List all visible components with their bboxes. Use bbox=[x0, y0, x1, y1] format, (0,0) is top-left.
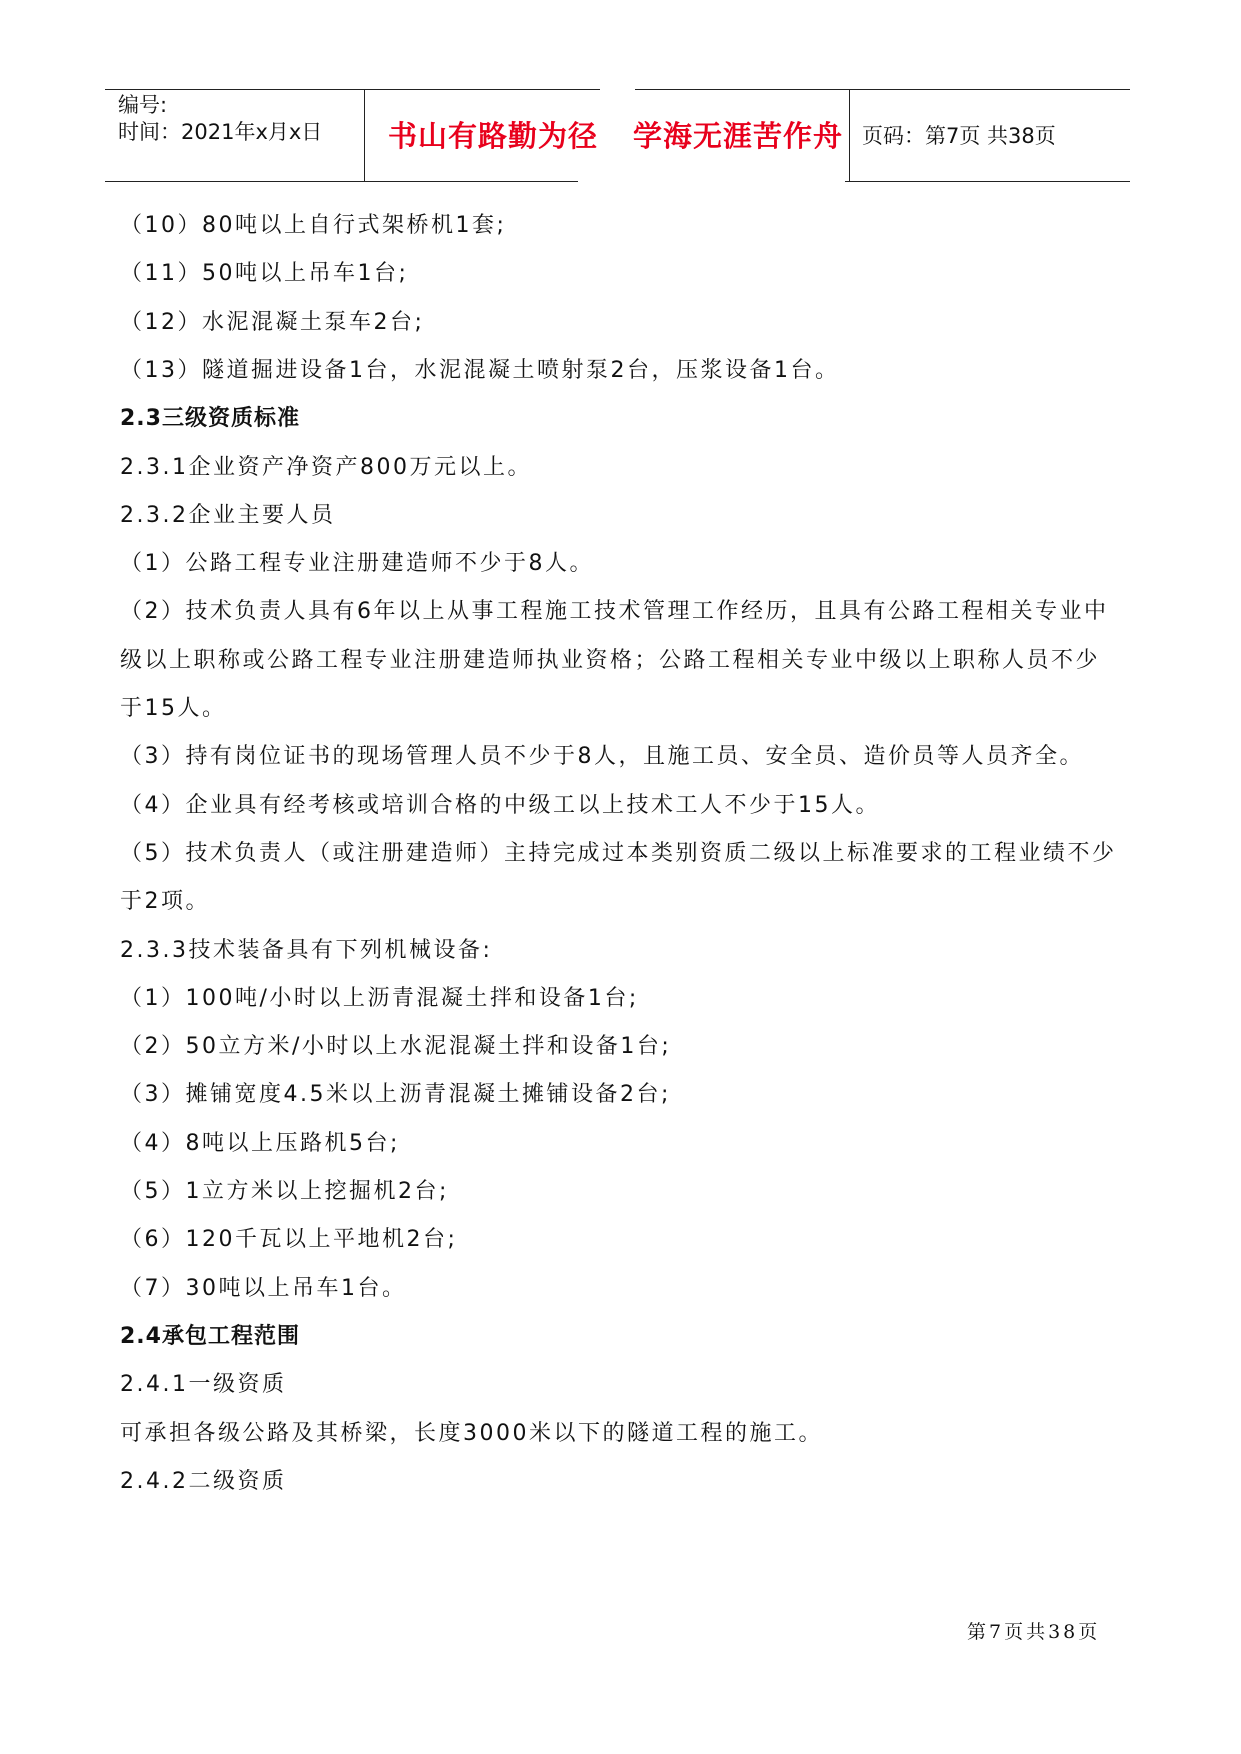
header-page-code: 页码：第7页 共38页 bbox=[862, 124, 1056, 148]
header-top-rule-left bbox=[105, 89, 600, 90]
body-line: 级以上职称或公路工程专业注册建造师执业资格；公路工程相关专业中级以上职称人员不少 bbox=[120, 648, 1101, 673]
header-top-rule-right bbox=[635, 89, 1130, 90]
document-time-label: 时间：2021年x月x日 bbox=[118, 120, 323, 144]
body-line: （12）水泥混凝土泵车2台; bbox=[120, 310, 425, 335]
body-line: （2）技术负责人具有6年以上从事工程施工技术管理工作经历，且具有公路工程相关专业中 bbox=[120, 599, 1109, 624]
body-line: （3）摊铺宽度4.5米以上沥青混凝土摊铺设备2台; bbox=[120, 1082, 671, 1107]
body-line: （5）1立方米以上挖掘机2台; bbox=[120, 1179, 449, 1204]
header-bottom-rule-left bbox=[105, 181, 578, 182]
body-line: （4）企业具有经考核或培训合格的中级工以上技术工人不少于15人。 bbox=[120, 793, 880, 818]
body-line: （5）技术负责人（或注册建造师）主持完成过本类别资质二级以上标准要求的工程业绩不少 bbox=[120, 841, 1117, 866]
body-line: 于2项。 bbox=[120, 889, 210, 914]
section-heading: 2.4承包工程范围 bbox=[120, 1324, 300, 1349]
motto-left: 书山有路勤为径 bbox=[388, 119, 599, 153]
header-divider-left bbox=[364, 89, 365, 181]
footer-page-number: 第7页共38页 bbox=[967, 1621, 1101, 1643]
body-line: （4）8吨以上压路机5台; bbox=[120, 1131, 400, 1156]
header-bottom-rule-right bbox=[845, 181, 1130, 182]
body-line: （7）30吨以上吊车1台。 bbox=[120, 1276, 407, 1301]
body-line: 2.3.1企业资产净资产800万元以上。 bbox=[120, 455, 532, 480]
motto-right: 学海无涯苦作舟 bbox=[633, 119, 844, 153]
body-line: （2）50立方米/小时以上水泥混凝土拌和设备1台; bbox=[120, 1034, 672, 1059]
document-number-label: 编号: bbox=[118, 93, 168, 117]
body-line: （6）120千瓦以上平地机2台; bbox=[120, 1227, 458, 1252]
body-line: 2.4.2二级资质 bbox=[120, 1469, 287, 1494]
body-line: （1）100吨/小时以上沥青混凝土拌和设备1台; bbox=[120, 986, 639, 1011]
body-line: 2.3.3技术装备具有下列机械设备: bbox=[120, 938, 493, 963]
header-divider-right bbox=[849, 89, 850, 181]
body-line: （10）80吨以上自行式架桥机1套; bbox=[120, 213, 507, 238]
body-line: 2.3.2企业主要人员 bbox=[120, 503, 336, 528]
body-line: 于15人。 bbox=[120, 696, 227, 721]
body-line: （1）公路工程专业注册建造师不少于8人。 bbox=[120, 551, 594, 576]
body-line: （13）隧道掘进设备1台，水泥混凝土喷射泵2台，压浆设备1台。 bbox=[120, 358, 840, 383]
body-line: （3）持有岗位证书的现场管理人员不少于8人，且施工员、安全员、造价员等人员齐全。 bbox=[120, 744, 1084, 769]
body-line: （11）50吨以上吊车1台; bbox=[120, 261, 409, 286]
body-line: 可承担各级公路及其桥梁，长度3000米以下的隧道工程的施工。 bbox=[120, 1421, 823, 1446]
body-line: 2.4.1一级资质 bbox=[120, 1372, 287, 1397]
section-heading: 2.3三级资质标准 bbox=[120, 406, 300, 431]
